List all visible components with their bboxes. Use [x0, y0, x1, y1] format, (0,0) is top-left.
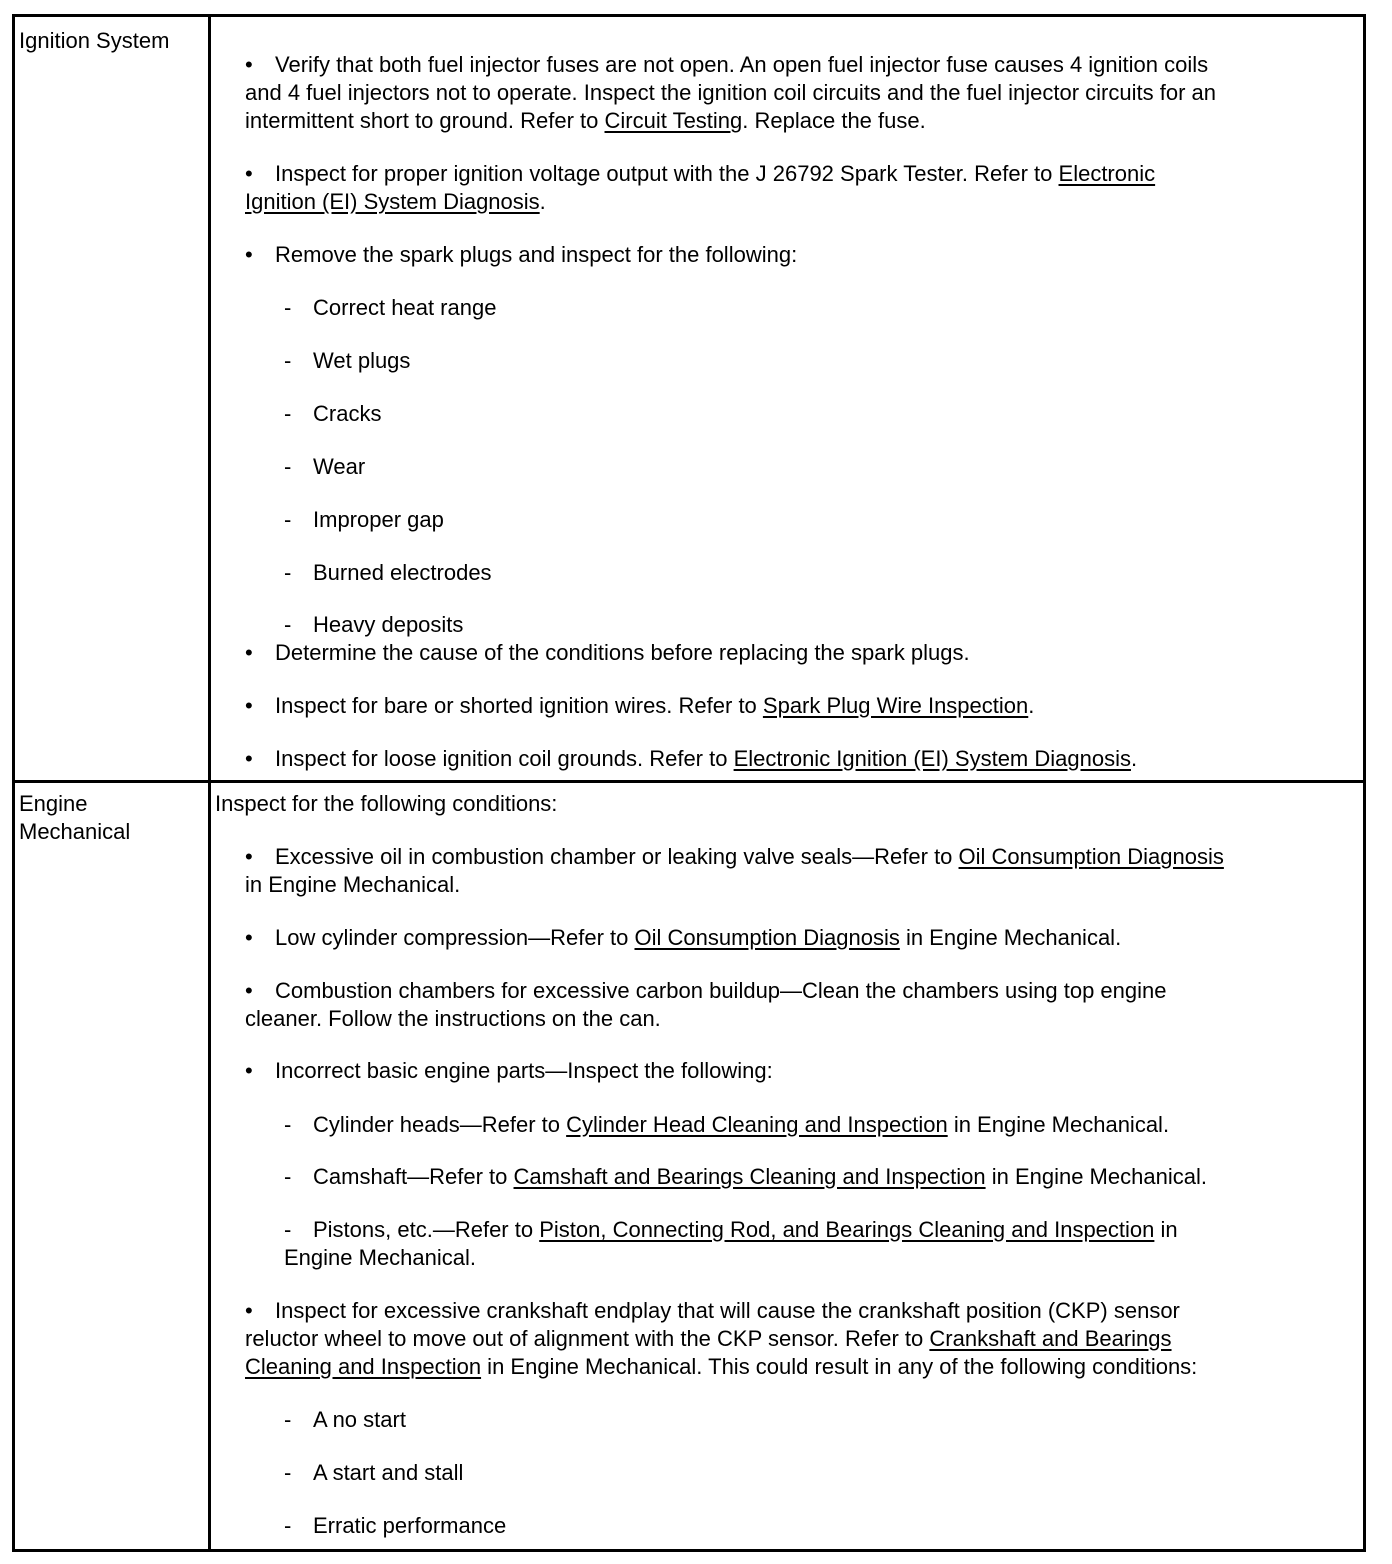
row-label-ignition-system: Ignition System	[19, 28, 170, 53]
link-crankshaft-bearings-cleaning[interactable]: Crankshaft and Bearings	[929, 1326, 1172, 1351]
dash: -	[284, 1112, 292, 1137]
list-item-text: Inspect for loose ignition coil grounds. Refer to Electronic Ignition (EI) System Diagnosis.	[275, 746, 1138, 771]
row-label-engine: Engine	[19, 791, 88, 816]
link-oil-consumption-diagnosis[interactable]: Oil Consumption Diagnosis	[958, 844, 1224, 869]
sub-item: Improper gap	[313, 507, 444, 532]
link-cylinder-head-cleaning[interactable]: Cylinder Head Cleaning and Inspection	[566, 1112, 948, 1137]
list-item-text: intermittent short to ground. Refer to Circuit Testing. Replace the fuse.	[245, 108, 926, 133]
link-camshaft-bearings-cleaning[interactable]: Camshaft and Bearings Cleaning and Inspection	[513, 1164, 986, 1189]
dash: -	[284, 1164, 292, 1189]
link-circuit-testing[interactable]: Circuit Testing	[604, 108, 743, 133]
bullet: •	[245, 925, 253, 950]
row-divider	[12, 780, 1366, 783]
bullet: •	[245, 161, 253, 186]
sub-item: Erratic performance	[313, 1513, 507, 1538]
sub-item: Correct heat range	[313, 295, 497, 320]
dash: -	[284, 612, 292, 637]
dash: -	[284, 401, 292, 426]
list-item-text: and 4 fuel injectors not to operate. Inspect the ignition coil circuits and the fuel injector circuits for an	[245, 80, 1216, 105]
sub-item: Heavy deposits	[313, 612, 464, 637]
list-item-text: Combustion chambers for excessive carbon buildup—Clean the chambers using top engine	[275, 978, 1167, 1003]
link-oil-consumption-diagnosis-2[interactable]: Oil Consumption Diagnosis	[634, 925, 900, 950]
sub-item: Pistons, etc.—Refer to Piston, Connecting Rod, and Bearings Cleaning and Inspection in	[313, 1217, 1178, 1242]
bullet: •	[245, 242, 253, 267]
list-item-text: Verify that both fuel injector fuses are not open. An open fuel injector fuse causes 4 ignition coils	[275, 52, 1209, 77]
bullet: •	[245, 746, 253, 771]
dash: -	[284, 1513, 292, 1538]
sub-item: Cracks	[313, 401, 382, 426]
dash: -	[284, 560, 292, 585]
list-item-text: in Engine Mechanical.	[245, 872, 461, 897]
list-item-text: Excessive oil in combustion chamber or leaking valve seals—Refer to Oil Consumption Diagnosis	[275, 844, 1224, 869]
list-item-text: Low cylinder compression—Refer to Oil Consumption Diagnosis in Engine Mechanical.	[275, 925, 1122, 950]
dash: -	[284, 295, 292, 320]
section-intro: Inspect for the following conditions:	[215, 791, 558, 816]
link-ei-system-diagnosis-2[interactable]: Electronic Ignition (EI) System Diagnosis	[733, 746, 1131, 771]
list-item-text: Incorrect basic engine parts—Inspect the following:	[275, 1058, 773, 1083]
dash: -	[284, 1460, 292, 1485]
bullet: •	[245, 1298, 253, 1323]
list-item-text: reluctor wheel to move out of alignment with the CKP sensor. Refer to Crankshaft and Bearings	[245, 1326, 1172, 1351]
bullet: •	[245, 640, 253, 665]
link-ei-system-diagnosis[interactable]: Electronic	[1058, 161, 1156, 186]
bullet: •	[245, 844, 253, 869]
list-item-text: Inspect for excessive crankshaft endplay that will cause the crankshaft position (CKP) sensor	[275, 1298, 1180, 1323]
dash: -	[284, 1217, 292, 1242]
dash: -	[284, 454, 292, 479]
bullet: •	[245, 693, 253, 718]
list-item-text: cleaner. Follow the instructions on the can.	[245, 1006, 661, 1031]
sub-item: Cylinder heads—Refer to Cylinder Head Cleaning and Inspection in Engine Mechanical.	[313, 1112, 1170, 1137]
list-item-text: Cleaning and Inspection in Engine Mechanical. This could result in any of the following conditions:	[245, 1354, 1198, 1379]
sub-item: Wet plugs	[313, 348, 411, 373]
column-divider	[208, 14, 211, 1552]
link-spark-plug-wire-inspection[interactable]: Spark Plug Wire Inspection	[762, 693, 1029, 718]
sub-item: Burned electrodes	[313, 560, 492, 585]
list-item-text: Determine the cause of the conditions before replacing the spark plugs.	[275, 640, 970, 665]
list-item-text: Remove the spark plugs and inspect for the following:	[275, 242, 798, 267]
link-ei-system-diagnosis-cont[interactable]: Ignition (EI) System Diagnosis	[245, 189, 540, 214]
bullet: •	[245, 1058, 253, 1083]
dash: -	[284, 348, 292, 373]
list-item-text: Inspect for proper ignition voltage output with the J 26792 Spark Tester. Refer to Electronic	[275, 161, 1156, 186]
bullet: •	[245, 52, 253, 77]
link-piston-rod-bearings-cleaning[interactable]: Piston, Connecting Rod, and Bearings Cleaning and Inspection	[539, 1217, 1155, 1242]
sub-item: Wear	[313, 454, 366, 479]
sub-item: Engine Mechanical.	[284, 1245, 477, 1270]
row-label-mechanical: Mechanical	[19, 819, 131, 844]
sub-item: A start and stall	[313, 1460, 464, 1485]
dash: -	[284, 507, 292, 532]
sub-item: Camshaft—Refer to Camshaft and Bearings Cleaning and Inspection in Engine Mechanical.	[313, 1164, 1207, 1189]
list-item-text: Ignition (EI) System Diagnosis.	[245, 189, 546, 214]
list-item-text: Inspect for bare or shorted ignition wires. Refer to Spark Plug Wire Inspection.	[275, 693, 1035, 718]
bullet: •	[245, 978, 253, 1003]
sub-item: A no start	[313, 1407, 406, 1432]
dash: -	[284, 1407, 292, 1432]
link-crankshaft-bearings-cleaning-cont[interactable]: Cleaning and Inspection	[245, 1354, 482, 1379]
